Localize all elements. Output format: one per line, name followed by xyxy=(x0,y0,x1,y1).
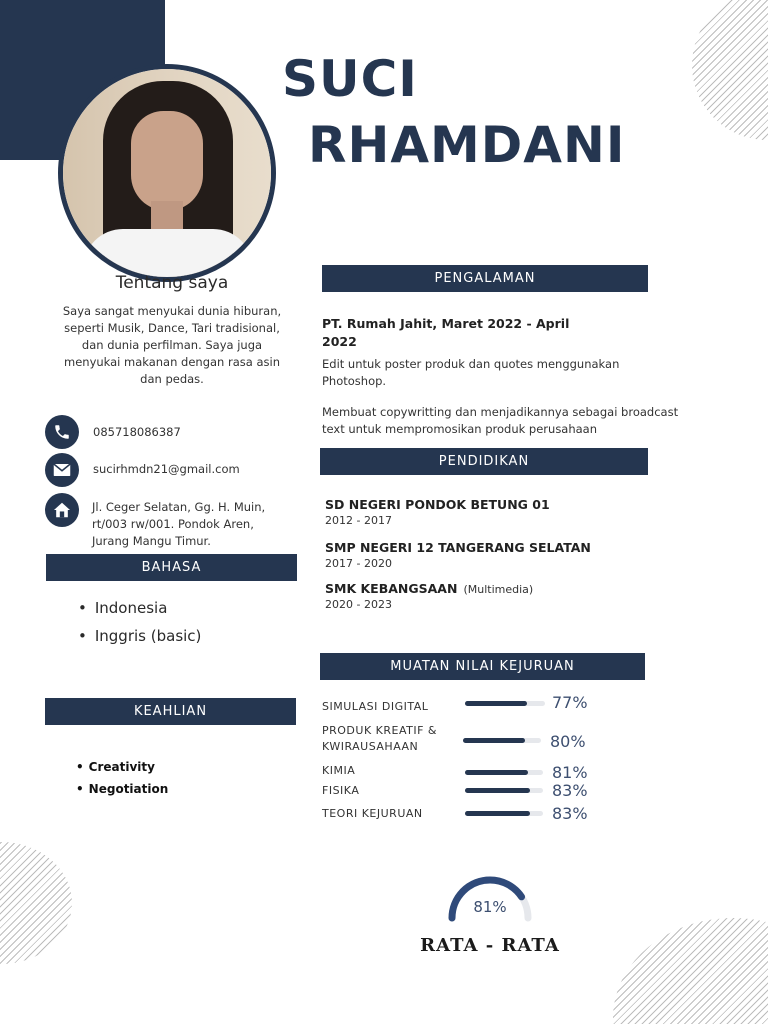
school-name-text: SMP NEGERI 12 TANGERANG SELATAN xyxy=(325,540,591,555)
school-note: (Multimedia) xyxy=(463,583,534,596)
experience-desc-1: Edit untuk poster produk dan quotes menggunakan Photoshop. xyxy=(322,357,620,388)
score-fill xyxy=(465,701,527,706)
mail-icon xyxy=(45,453,79,487)
address-text: Jl. Ceger Selatan, Gg. H. Muin, rt/003 rw/001. Pondok Aren, Jurang Mangu Timur. xyxy=(92,500,266,548)
keahlian-item: • Creativity xyxy=(76,760,168,774)
about-text: Saya sangat menyukai dunia hiburan, seperti Musik, Dance, Tari tradisional, dan dunia perfilman. Saya juga menyukai makanan dengan rasa asin dan pedas. xyxy=(62,304,282,386)
pendidikan-header: PENDIDIKAN xyxy=(320,448,648,475)
score-track xyxy=(463,738,541,743)
education-item xyxy=(325,581,533,611)
experience-desc-2: Membuat copywritting dan menjadikannya sebagai broadcast text untuk mempromosikan produk perusahaan xyxy=(322,405,679,436)
score-label: PRODUK KREATIF & KWIRAUSAHAAN xyxy=(322,724,438,753)
score-track xyxy=(465,811,543,816)
average-label: RATA - RATA xyxy=(420,935,560,956)
bahasa-header: BAHASA xyxy=(46,554,297,581)
score-track xyxy=(465,770,543,775)
score-fill xyxy=(465,811,530,816)
score-label: TEORI KEJURUAN xyxy=(322,807,423,820)
score-label: FISIKA xyxy=(322,784,360,797)
phone-text: 085718086387 xyxy=(93,425,181,439)
score-fill xyxy=(463,738,525,743)
pengalaman-header: PENGALAMAN xyxy=(322,265,648,292)
score-value: 81% xyxy=(552,763,588,782)
score-value: 83% xyxy=(552,781,588,800)
bahasa-item: • Inggris (basic) xyxy=(78,627,201,645)
hatch-circle-bottom-left xyxy=(0,842,72,964)
school-name xyxy=(325,497,550,512)
home-icon xyxy=(45,493,79,527)
school-name-text: SMK KEBANGSAAN xyxy=(325,581,458,596)
profile-photo xyxy=(58,64,276,282)
average-value: 81% xyxy=(473,898,507,916)
photo-face xyxy=(131,111,203,211)
school-name-text: SD NEGERI PONDOK BETUNG 01 xyxy=(325,497,550,512)
score-value: 80% xyxy=(550,732,586,751)
education-item xyxy=(325,497,550,527)
score-value: 77% xyxy=(552,693,588,712)
name-first: SUCI xyxy=(282,50,418,108)
score-track xyxy=(465,701,545,706)
keahlian-list xyxy=(76,760,168,804)
score-track xyxy=(465,788,543,793)
school-years: 2017 - 2020 xyxy=(325,557,392,570)
experience-company: PT. Rumah Jahit, Maret 2022 - April 2022 xyxy=(322,316,570,349)
keahlian-item: • Negotiation xyxy=(76,782,168,796)
keahlian-header: KEAHLIAN xyxy=(45,698,296,725)
score-label: KIMIA xyxy=(322,764,356,777)
school-years: 2012 - 2017 xyxy=(325,514,392,527)
score-fill xyxy=(465,770,528,775)
score-value: 83% xyxy=(552,804,588,823)
bahasa-list xyxy=(78,599,201,655)
email-text: sucirhmdn21@gmail.com xyxy=(93,462,240,476)
bahasa-item: • Indonesia xyxy=(78,599,201,617)
phone-icon xyxy=(45,415,79,449)
education-item xyxy=(325,540,591,570)
school-name xyxy=(325,540,591,555)
school-name xyxy=(325,581,533,596)
score-label: SIMULASI DIGITAL xyxy=(322,700,429,713)
name-last: RHAMDANI xyxy=(308,116,626,174)
muatan-header: MUATAN NILAI KEJURUAN xyxy=(320,653,645,680)
about-title: Tentang saya xyxy=(115,273,229,293)
score-fill xyxy=(465,788,530,793)
hatch-circle-top-right xyxy=(692,0,768,140)
hatch-circle-bottom-right xyxy=(613,918,768,1024)
school-years: 2020 - 2023 xyxy=(325,598,392,611)
